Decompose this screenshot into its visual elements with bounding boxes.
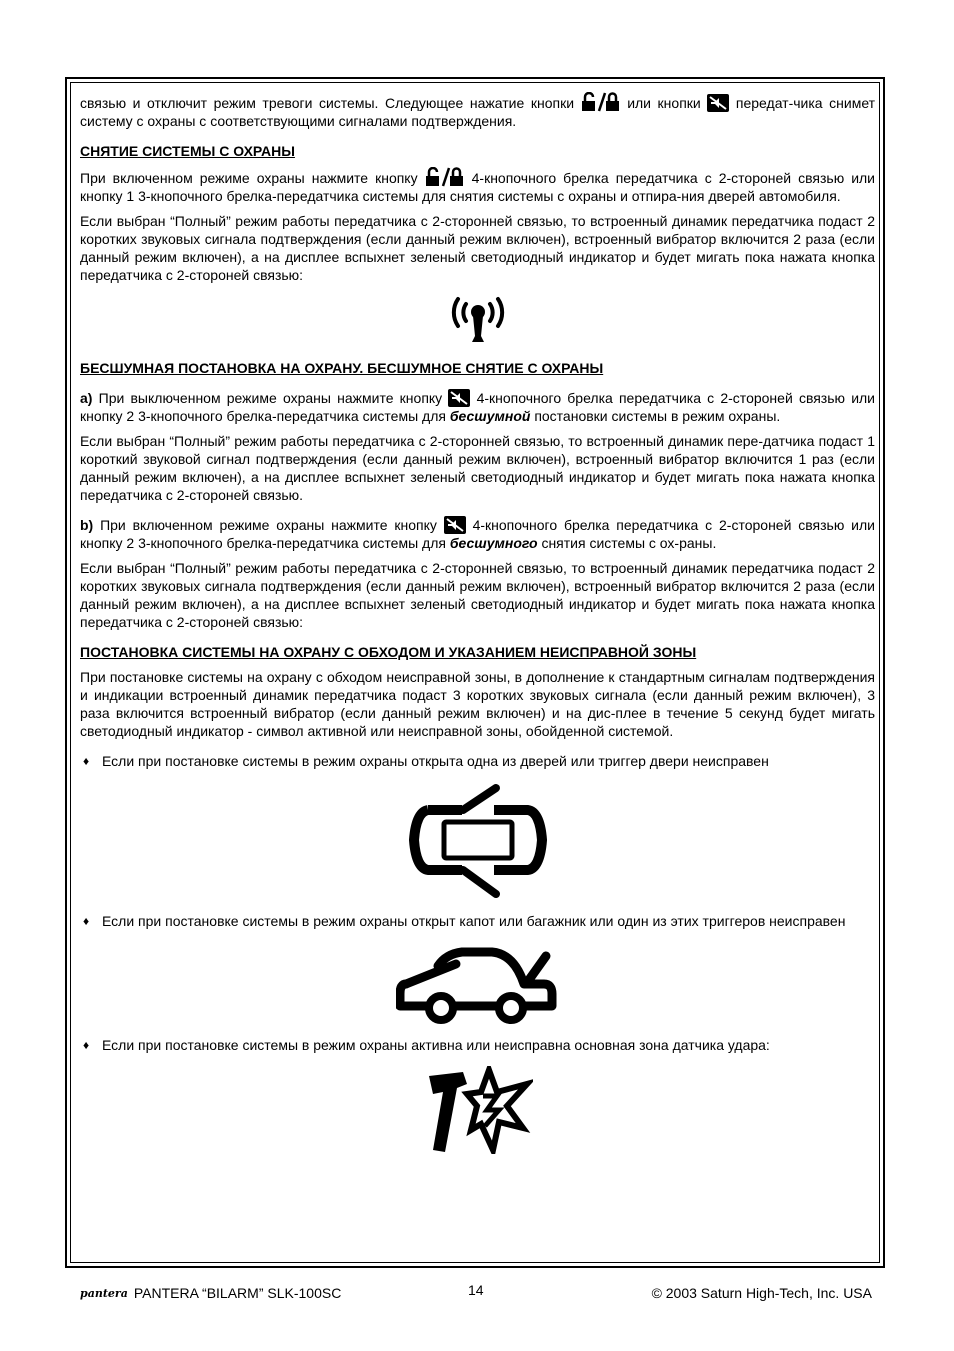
disarm-text-a: При включенном режиме охраны нажмите кнопку bbox=[80, 170, 418, 186]
silent-mode-icon bbox=[444, 516, 466, 534]
bullet-shock bbox=[80, 1036, 875, 1054]
disarm-paragraph-2: Если выбран “Полный” режим работы передатчика с 2-сторонней связью, то встроенный динамик передатчика подаст 2 коротких звуковых сигнала подтверждения (если данный режим включен), встроенный вибратор включится 2 раза (если данный режим включен), а на дисплее вспыхнет зеленый светодиодный индикатор и будет мигать пока нажата кнопка передатчика с 2-стороней связью: bbox=[80, 213, 875, 283]
intro-text-1: связью и отключит режим тревоги системы. Следующее нажатие кнопки bbox=[80, 95, 575, 111]
bullet-hood bbox=[80, 912, 875, 930]
silent-a-text-1: При выключенном режиме охраны нажмите кнопку bbox=[98, 390, 443, 406]
antenna-signal-icon bbox=[445, 296, 511, 348]
bullet-hood-text: Если при постановке системы в режим охраны открыт капот или багажник или один из этих триггеров неисправен bbox=[102, 913, 846, 929]
silent-paragraph-b bbox=[80, 516, 875, 552]
page-content bbox=[80, 92, 875, 1154]
silent-a-text-2: 4-кнопочного брелка передатчика с 2-стороней связью или кнопку 2 3-кнопочного брелка-передатчика системы для bbox=[80, 390, 876, 424]
car-hood-trunk-open-icon bbox=[396, 942, 560, 1024]
silent-b-emphasis: бесшумного bbox=[449, 535, 538, 551]
antenna-figure bbox=[80, 296, 875, 348]
lock-unlock-icon bbox=[425, 167, 465, 187]
silent-paragraph-a2: Если выбран “Полный” режим работы передатчика с 2-сторонней связью, то встроенный динамик пере-датчика подаст 1 короткий звуковой сигнал подтверждения (если данный режим включен), встроенный вибратор включится 1 раз (если данный режим включен), а на дисплее вспыхнет зеленый светодиодный индикатор и будет мигать пока нажата кнопка передатчика с 2-стороней связью. bbox=[80, 433, 875, 503]
bullet-mark: ♦ bbox=[83, 914, 90, 928]
silent-label-b: b) bbox=[80, 517, 94, 533]
silent-label-a: a) bbox=[80, 390, 93, 406]
section-heading-silent: БЕСШУМНАЯ ПОСТАНОВКА НА ОХРАНУ. БЕСШУМНОЕ СНЯТИЕ С ОХРАНЫ bbox=[80, 360, 604, 376]
silent-a-emphasis: бесшумной bbox=[449, 408, 531, 424]
bullet-door-text: Если при постановке системы в режим охраны открыта одна из дверей или триггер двери неисправен bbox=[102, 753, 769, 769]
disarm-text-b: 4-кнопочного брелка передатчика с 2-стороней связью или кнопку 1 3-кнопочного брелка-передатчика системы для снятия системы с охраны и отпира-ния дверей автомобиля. bbox=[80, 170, 876, 204]
door-figure bbox=[80, 782, 875, 900]
bypass-paragraph: При постановке системы на охрану с обходом неисправной зоны, в дополнение к стандартным сигналам подтверждения и индикации встроенный динамик передатчика подаст 3 коротких звуковых сигнала (если данный режим включен), 3 раза включится встроенный вибратор (если данный режим включен) и на дис-плее в течение 5 секунд будет мигать светодиодный индикатор - символ активной или неисправной зоны, обойденной системой. bbox=[80, 669, 875, 739]
silent-paragraph-b2: Если выбран “Полный” режим работы передатчика с 2-сторонней связью, то встроенный динамик передатчика подаст 2 коротких звуковых сигнала подтверждения (если данный режим включен), встроенный вибратор включится 2 раза (если данный режим включен), а на дисплее вспыхнет зеленый светодиодный индикатор и будет мигать пока нажата кнопка передатчика с 2-стороней связью: bbox=[80, 560, 875, 630]
silent-b-text-3: снятия системы с ох-раны. bbox=[541, 535, 717, 551]
shock-figure bbox=[80, 1066, 875, 1154]
silent-b-text-1: При включенном режиме охраны нажмите кнопку bbox=[100, 517, 437, 533]
bullet-mark: ♦ bbox=[83, 1038, 90, 1052]
brand-logo: pantera bbox=[80, 1286, 128, 1300]
shock-sensor-hammer-icon bbox=[423, 1066, 533, 1154]
intro-text-3: передат-чика снимет систему с охраны с соответствующими сигналами подтверждения. bbox=[80, 95, 876, 129]
page-number: 14 bbox=[468, 1282, 484, 1298]
silent-a-text-3: постановки системы в режим охраны. bbox=[534, 408, 781, 424]
silent-b-text-2: 4-кнопочного брелка передатчика с 2-стороней связью или кнопку 2 3-кнопочного брелка-передатчика системы для bbox=[80, 517, 875, 551]
bullet-door bbox=[80, 752, 875, 770]
car-door-open-icon bbox=[408, 782, 548, 900]
bullet-mark: ♦ bbox=[83, 754, 90, 768]
silent-mode-icon bbox=[448, 389, 470, 407]
intro-paragraph bbox=[80, 92, 875, 130]
footer-left bbox=[80, 1285, 341, 1301]
disarm-paragraph-1 bbox=[80, 167, 875, 205]
bullet-shock-text: Если при постановке системы в режим охраны активна или неисправна основная зона датчика удара: bbox=[102, 1037, 770, 1053]
section-heading-bypass: ПОСТАНОВКА СИСТЕМЫ НА ОХРАНУ С ОБХОДОМ И УКАЗАНИЕМ НЕИСПРАВНОЙ ЗОНЫ bbox=[80, 644, 697, 660]
footer-product: PANTERA “BILARM” SLK-100SC bbox=[133, 1285, 342, 1301]
footer-copyright: © 2003 Saturn High-Tech, Inc. USA bbox=[651, 1285, 872, 1301]
silent-paragraph-a bbox=[80, 389, 875, 425]
lock-unlock-icon bbox=[581, 92, 621, 112]
section-heading-disarm: СНЯТИЕ СИСТЕМЫ С ОХРАНЫ bbox=[80, 143, 295, 159]
silent-mode-icon bbox=[707, 94, 729, 112]
hood-figure bbox=[80, 942, 875, 1024]
intro-text-2: или кнопки bbox=[627, 95, 701, 111]
